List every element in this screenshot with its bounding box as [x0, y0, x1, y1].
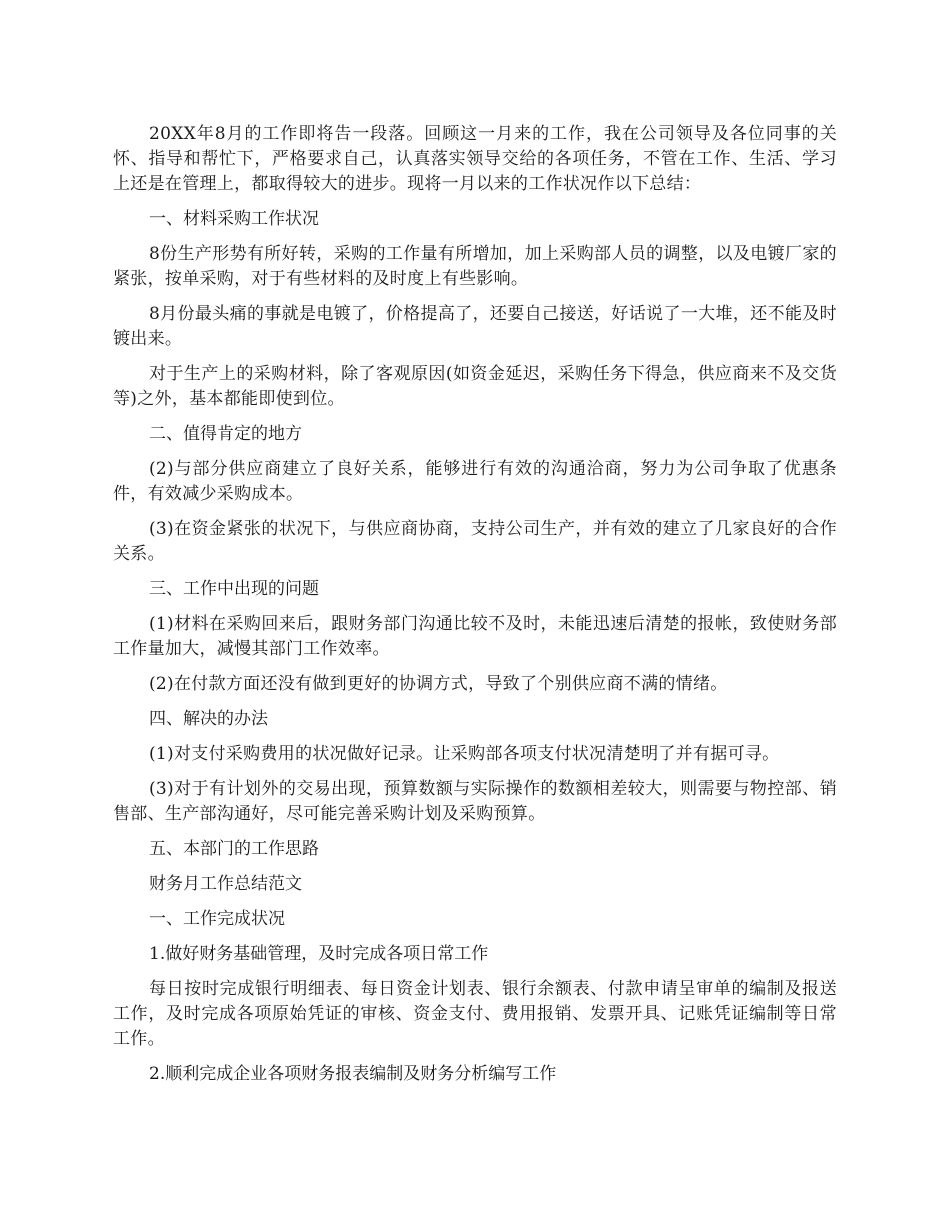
body-paragraph: 对于生产上的采购材料，除了客观原因(如资金延迟，采购任务下得急，供应商来不及交货等)之外，基本都能即使到位。 — [113, 364, 837, 409]
body-paragraph: 每日按时完成银行明细表、每日资金计划表、银行余额表、付款申请呈审单的编制及报送工作，及时完成各项原始凭证的审核、资金支付、费用报销、发票开具、记账凭证编制等日常工作。 — [113, 979, 837, 1049]
body-paragraph: (2)在付款方面还没有做到更好的协调方式，导致了个别供应商不满的情绪。 — [149, 674, 728, 694]
section-heading-1: 一、材料采购工作状况 — [149, 209, 319, 229]
document-body — [113, 122, 837, 1097]
section-heading-5: 五、本部门的工作思路 — [149, 839, 319, 859]
body-paragraph: (3)在资金紧张的状况下，与供应商协商，支持公司生产，并有效的建立了几家良好的合作关系。 — [113, 519, 837, 564]
subtitle-heading: 财务月工作总结范文 — [149, 874, 302, 894]
body-paragraph: (3)对于有计划外的交易出现，预算数额与实际操作的数额相差较大，则需要与物控部、销售部、生产部沟通好，尽可能完善采购计划及采购预算。 — [113, 779, 837, 824]
section-heading-6: 一、工作完成状况 — [149, 909, 285, 929]
intro-paragraph: 20XX年8月的工作即将告一段落。回顾这一月来的工作，我在公司领导及各位同事的关怀、指导和帮忙下，严格要求自己，认真落实领导交给的各项任务，不管在工作、生活、学习上还是在管理上，都取得较大的进步。现将一月以来的工作状况作以下总结： — [113, 124, 837, 194]
section-heading-2: 二、值得肯定的地方 — [149, 424, 302, 444]
sub-item-heading-2: 2.顺利完成企业各项财务报表编制及财务分析编写工作 — [149, 1064, 557, 1084]
body-paragraph: (2)与部分供应商建立了良好关系，能够进行有效的沟通洽商，努力为公司争取了优惠条件，有效减少采购成本。 — [113, 459, 837, 504]
body-paragraph: 8份生产形势有所好转，采购的工作量有所增加，加上采购部人员的调整，以及电镀厂家的紧张，按单采购，对于有些材料的及时度上有些影响。 — [113, 244, 837, 289]
body-paragraph: 8月份最头痛的事就是电镀了，价格提高了，还要自己接送，好话说了一大堆，还不能及时镀出来。 — [113, 304, 837, 349]
body-paragraph: (1)材料在采购回来后，跟财务部门沟通比较不及时，未能迅速后清楚的报帐，致使财务部工作量加大，减慢其部门工作效率。 — [113, 614, 837, 659]
section-heading-3: 三、工作中出现的问题 — [149, 579, 319, 599]
sub-item-heading-1: 1.做好财务基础管理，及时完成各项日常工作 — [149, 944, 489, 964]
body-paragraph: (1)对支付采购费用的状况做好记录。让采购部各项支付状况清楚明了并有据可寻。 — [149, 744, 780, 764]
section-heading-4: 四、解决的办法 — [149, 709, 268, 729]
